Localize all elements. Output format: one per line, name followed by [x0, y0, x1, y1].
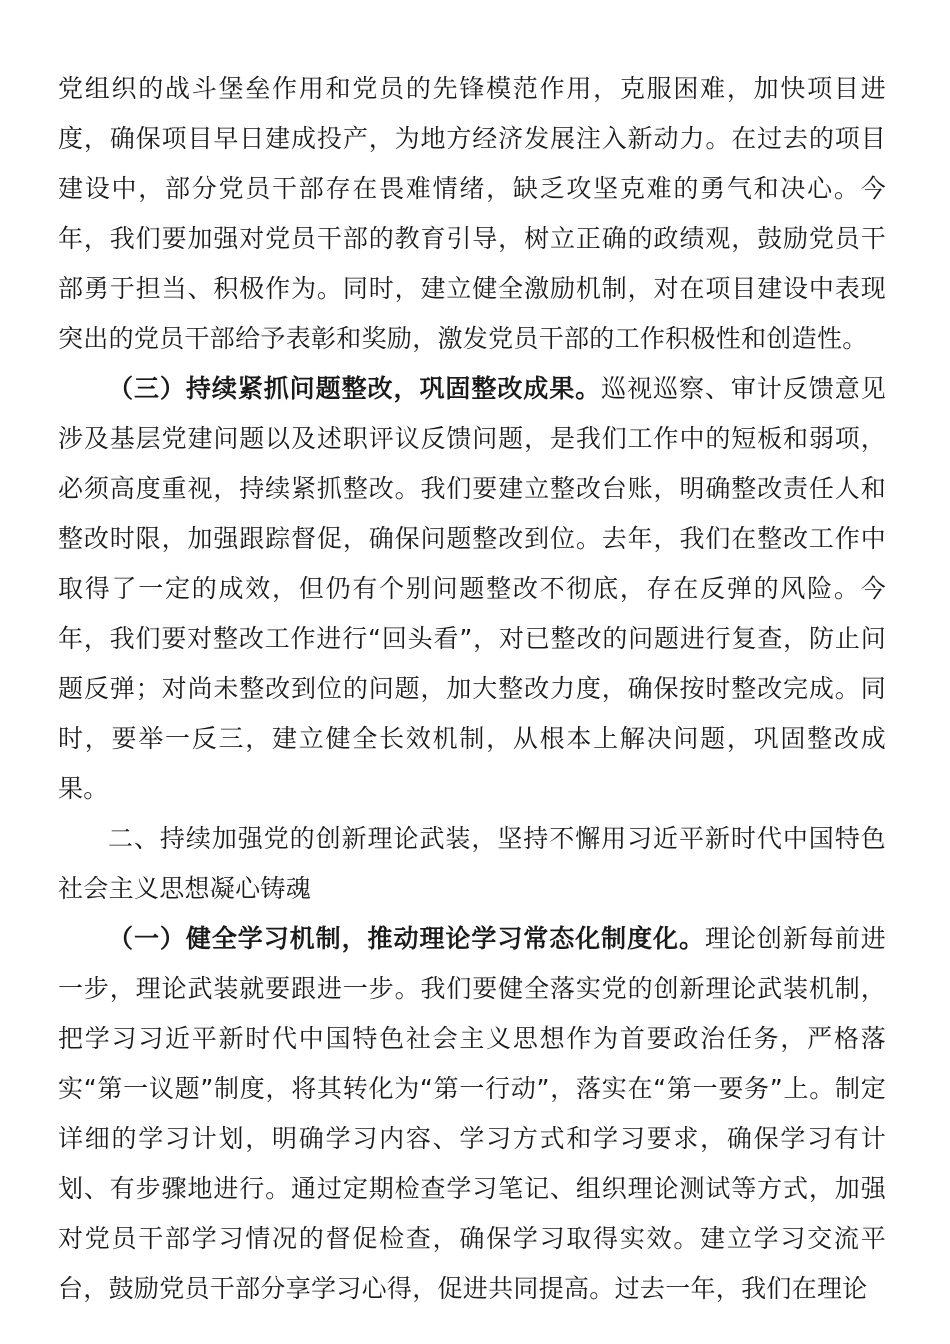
section-heading: （一）健全学习机制，推动理论学习常态化制度化。 [108, 924, 705, 953]
paragraph-text: 党组织的战斗堡垒作用和党员的先锋模范作用，克服困难，加快项目进度，确保项目早日建成投产，为地方经济发展注入新动力。在过去的项目建设中，部分党员干部存在畏难情绪，缺乏攻坚克难的勇气和决心。今年，我们要加强对党员干部的教育引导，树立正确的政绩观，鼓励党员干部勇于担当、积极作为。同时，建立健全激励机制，对在项目建设中表现突出的党员干部给予表彰和奖励，激发党员干部的工作积极性和创造性。 [58, 74, 886, 353]
paragraph-section-3 [58, 364, 886, 814]
chapter-heading-text: 二、持续加强党的创新理论武装，坚持不懈用习近平新时代中国特色社会主义思想凝心铸魂 [58, 824, 886, 903]
paragraph-text: 巡视巡察、审计反馈意见涉及基层党建问题以及述职评议反馈问题，是我们工作中的短板和弱项，必须高度重视，持续紧抓整改。我们要建立整改台账，明确整改责任人和整改时限，加强跟踪督促，确保问题整改到位。去年，我们在整改工作中取得了一定的成效，但仍有个别问题整改不彻底，存在反弹的风险。今年，我们要对整改工作进行“回头看”，对已整改的问题进行复查，防止问题反弹；对尚未整改到位的问题，加大整改力度，确保按时整改完成。同时，要举一反三，建立健全长效机制，从根本上解决问题，巩固整改成果。 [58, 374, 886, 803]
paragraph-section-1 [58, 914, 886, 1314]
paragraph-continuation [58, 64, 886, 364]
section-heading: （三）持续紧抓问题整改，巩固整改成果。 [108, 374, 602, 403]
paragraph-text: 理论创新每前进一步，理论武装就要跟进一步。我们要健全落实党的创新理论武装机制，把学习习近平新时代中国特色社会主义思想作为首要政治任务，严格落实“第一议题”制度，将其转化为“第一行动”，落实在“第一要务”上。制定详细的学习计划，明确学习内容、学习方式和学习要求，确保学习有计划、有步骤地进行。通过定期检查学习笔记、组织理论测试等方式，加强对党员干部学习情况的督促检查，确保学习取得实效。建立学习交流平台，鼓励党员干部分享学习心得，促进共同提高。过去一年，我们在理论 [58, 924, 886, 1303]
chapter-heading [58, 814, 886, 914]
document-page [58, 64, 886, 1314]
